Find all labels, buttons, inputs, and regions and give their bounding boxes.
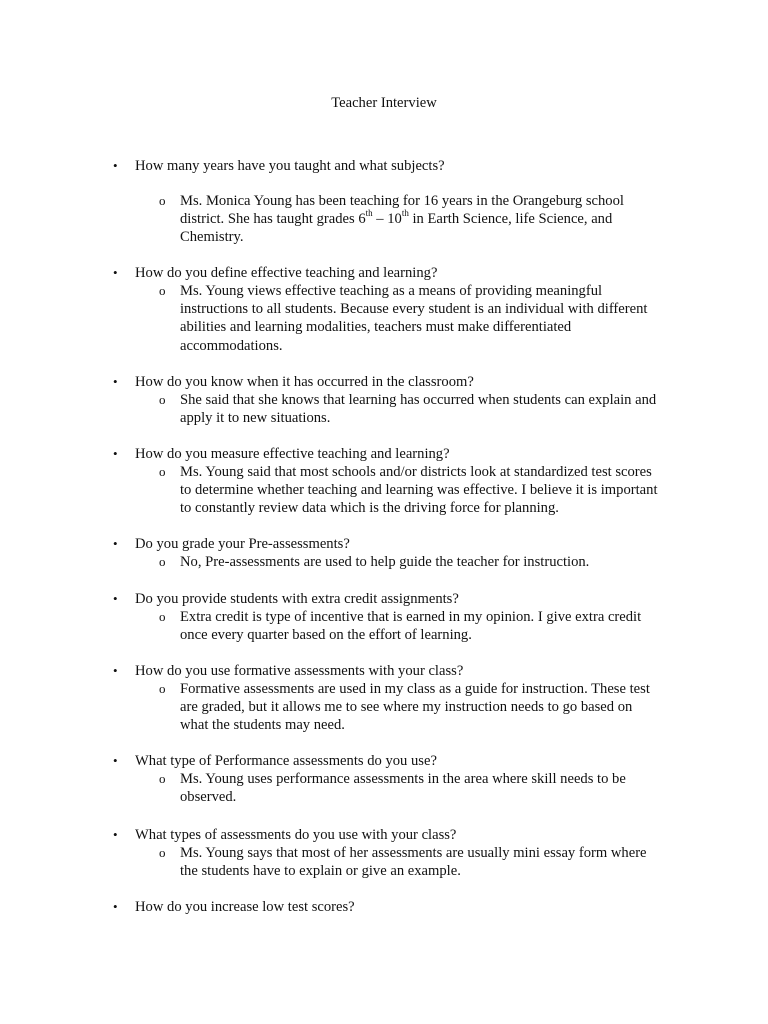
answer-line: observed. bbox=[180, 789, 237, 806]
answer-line: Ms. Monica Young has been teaching for 16 years in the Orangeburg school bbox=[180, 193, 624, 209]
answer-line: the students have to explain or give an example. bbox=[180, 863, 461, 880]
bullet-marker: • bbox=[113, 158, 118, 173]
sub-bullet-marker: o bbox=[159, 193, 166, 208]
answer-line bbox=[180, 210, 680, 228]
answer-line: Chemistry. bbox=[180, 229, 244, 246]
answer-text bbox=[180, 192, 680, 247]
question-text: What types of assessments do you use with your class? bbox=[135, 827, 457, 843]
question-text: How do you define effective teaching and learning? bbox=[135, 265, 438, 281]
answer-text bbox=[180, 463, 680, 518]
answer-line: She said that she knows that learning has occurred when students can explain and bbox=[180, 392, 657, 408]
answer-line: accommodations. bbox=[180, 337, 283, 354]
answer-line: Extra credit is type of incentive that is earned in my opinion. I give extra credit bbox=[180, 609, 642, 625]
sub-bullet-marker: o bbox=[159, 771, 166, 786]
answer-line-part: – 10 bbox=[372, 211, 402, 228]
question-text: How do you use formative assessments with your class? bbox=[135, 663, 464, 679]
answer-line: Ms. Young said that most schools and/or districts look at standardized test scores bbox=[180, 464, 652, 480]
sub-bullet-marker: o bbox=[159, 392, 166, 407]
answer-text bbox=[180, 391, 680, 427]
question-text: How many years have you taught and what subjects? bbox=[135, 158, 445, 174]
answer-text bbox=[180, 608, 680, 644]
answer-line: No, Pre-assessments are used to help guide the teacher for instruction. bbox=[180, 554, 590, 570]
question-text: Do you grade your Pre-assessments? bbox=[135, 536, 350, 552]
bullet-marker: • bbox=[113, 446, 118, 461]
bullet-marker: • bbox=[113, 753, 118, 768]
answer-text bbox=[180, 680, 680, 735]
superscript: th bbox=[401, 208, 409, 219]
answer-line-part: district. She has taught grades 6 bbox=[180, 211, 366, 228]
answer-text bbox=[180, 844, 680, 880]
question-text: How do you increase low test scores? bbox=[135, 899, 355, 915]
sub-bullet-marker: o bbox=[159, 845, 166, 860]
bullet-marker: • bbox=[113, 536, 118, 551]
answer-line-part: in Earth Science, life Science, and bbox=[408, 211, 613, 228]
sub-bullet-marker: o bbox=[159, 681, 166, 696]
bullet-marker: • bbox=[113, 591, 118, 606]
question-text: How do you measure effective teaching and learning? bbox=[135, 446, 450, 462]
answer-text bbox=[180, 282, 680, 355]
sub-bullet-marker: o bbox=[159, 464, 166, 479]
sub-bullet-marker: o bbox=[159, 283, 166, 298]
superscript: th bbox=[365, 208, 373, 219]
bullet-marker: • bbox=[113, 663, 118, 678]
bullet-marker: • bbox=[113, 899, 118, 914]
answer-line: what the students may need. bbox=[180, 717, 345, 734]
bullet-marker: • bbox=[113, 374, 118, 389]
answer-line: are graded, but it allows me to see where my instruction needs to go based on bbox=[180, 699, 633, 716]
question-text: Do you provide students with extra credit assignments? bbox=[135, 591, 459, 607]
answer-line: Ms. Young says that most of her assessments are usually mini essay form where bbox=[180, 845, 647, 861]
sub-bullet-marker: o bbox=[159, 554, 166, 569]
answer-line: abilities and learning modalities, teachers must make differentiated bbox=[180, 319, 572, 336]
answer-line: to determine whether teaching and learning was effective. I believe it is important bbox=[180, 482, 658, 499]
answer-line: Formative assessments are used in my class as a guide for instruction. These test bbox=[180, 681, 650, 697]
question-text: What type of Performance assessments do you use? bbox=[135, 753, 437, 769]
answer-line: instructions to all students. Because every student is an individual with different bbox=[180, 301, 648, 318]
answer-text bbox=[180, 770, 680, 806]
bullet-marker: • bbox=[113, 265, 118, 280]
answer-text bbox=[180, 553, 680, 571]
answer-line: apply it to new situations. bbox=[180, 410, 331, 427]
page-title: Teacher Interview bbox=[331, 95, 437, 111]
answer-line: to constantly review data which is the driving force for planning. bbox=[180, 500, 559, 517]
sub-bullet-marker: o bbox=[159, 609, 166, 624]
bullet-marker: • bbox=[113, 827, 118, 842]
answer-line: Ms. Young views effective teaching as a means of providing meaningful bbox=[180, 283, 603, 299]
answer-line: Ms. Young uses performance assessments in the area where skill needs to be bbox=[180, 771, 626, 787]
question-text: How do you know when it has occurred in the classroom? bbox=[135, 374, 474, 390]
answer-line: once every quarter based on the effort of learning. bbox=[180, 627, 472, 644]
